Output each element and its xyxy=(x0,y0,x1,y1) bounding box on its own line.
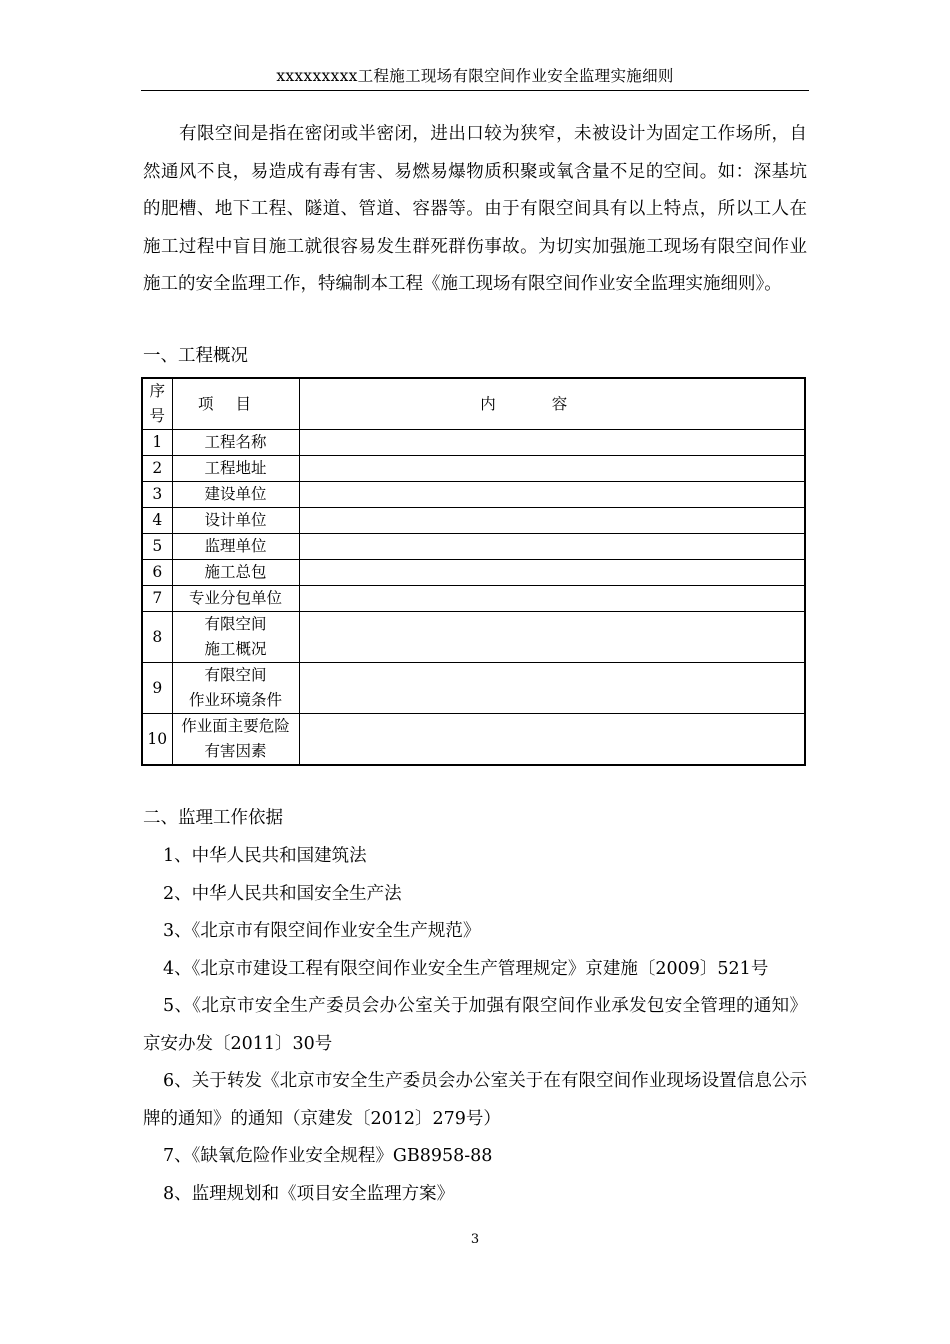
header-content: 内容 xyxy=(299,378,805,430)
row-item xyxy=(172,663,299,714)
list-item: 2、中华人民共和国安全生产法 xyxy=(163,883,402,904)
row-item-line2: 作业环境条件 xyxy=(188,691,282,709)
table-row xyxy=(142,534,805,560)
row-item-line2: 有害因素 xyxy=(204,742,267,760)
table-row xyxy=(142,714,805,766)
row-content[interactable] xyxy=(299,430,805,456)
row-content[interactable] xyxy=(299,560,805,586)
row-content[interactable] xyxy=(299,714,805,766)
row-item xyxy=(172,612,299,663)
list-item: 7、《缺氧危险作业安全规程》GB8958-88 xyxy=(163,1146,493,1166)
list-item: 6、关于转发《北京市安全生产委员会办公室关于在有限空间作业现场设置信息公示牌的通知》的通知（京建发〔2012〕279号） xyxy=(143,1071,807,1129)
row-no: 1 xyxy=(142,430,172,456)
list-item: 8、监理规划和《项目安全监理方案》 xyxy=(163,1183,455,1204)
page-header: xxxxxxxxx工程施工现场有限空间作业安全监理实施细则 xyxy=(276,67,674,85)
section-title-overview: 一、工程概况 xyxy=(143,346,248,366)
table-row xyxy=(142,508,805,534)
header-rule xyxy=(141,90,809,91)
row-no: 8 xyxy=(142,612,172,663)
row-item-line1: 有限空间 xyxy=(204,666,267,684)
row-content[interactable] xyxy=(299,534,805,560)
table-row xyxy=(142,663,805,714)
row-no: 2 xyxy=(142,456,172,482)
header-no-line2: 号 xyxy=(149,407,165,425)
list-item: 4、《北京市建设工程有限空间作业安全生产管理规定》京建施〔2009〕521号 xyxy=(163,958,769,979)
list-item: 5、《北京市安全生产委员会办公室关于加强有限空间作业承发包安全管理的通知》京安办发〔2011〕30号 xyxy=(143,996,807,1054)
row-item-line1: 有限空间 xyxy=(204,615,267,633)
row-item: 工程地址 xyxy=(172,456,299,482)
row-no: 5 xyxy=(142,534,172,560)
list-item: 3、《北京市有限空间作业安全生产规范》 xyxy=(163,921,481,941)
header-no-line1: 序 xyxy=(149,382,165,400)
page-number: 3 xyxy=(470,1232,480,1247)
row-content[interactable] xyxy=(299,508,805,534)
row-no: 9 xyxy=(142,663,172,714)
row-item: 建设单位 xyxy=(172,482,299,508)
row-item: 专业分包单位 xyxy=(172,586,299,612)
row-item: 设计单位 xyxy=(172,508,299,534)
row-item: 施工总包 xyxy=(172,560,299,586)
list-item: 1、中华人民共和国建筑法 xyxy=(163,846,367,866)
row-no: 6 xyxy=(142,560,172,586)
header-item: 项目 xyxy=(172,378,299,430)
row-item-line1: 作业面主要危险 xyxy=(181,717,290,735)
row-no: 10 xyxy=(142,714,172,766)
row-no: 7 xyxy=(142,586,172,612)
table-row xyxy=(142,586,805,612)
row-item-line2: 施工概况 xyxy=(204,640,267,658)
header-no xyxy=(142,378,172,430)
table-row xyxy=(142,456,805,482)
table-row xyxy=(142,482,805,508)
table-row xyxy=(142,560,805,586)
row-no: 3 xyxy=(142,482,172,508)
table-header-row xyxy=(142,378,805,430)
row-content[interactable] xyxy=(299,482,805,508)
row-content[interactable] xyxy=(299,612,805,663)
table-row xyxy=(142,430,805,456)
row-item: 工程名称 xyxy=(172,430,299,456)
table-row xyxy=(142,612,805,663)
row-content[interactable] xyxy=(299,663,805,714)
row-content[interactable] xyxy=(299,586,805,612)
basis-list xyxy=(143,838,807,1213)
section-title-basis: 二、监理工作依据 xyxy=(143,808,283,828)
project-overview-table xyxy=(141,377,806,766)
row-no: 4 xyxy=(142,508,172,534)
row-item: 监理单位 xyxy=(172,534,299,560)
row-item xyxy=(172,714,299,766)
row-content[interactable] xyxy=(299,456,805,482)
intro-paragraph: 有限空间是指在密闭或半密闭，进出口较为狭窄，未被设计为固定工作场所，自然通风不良，易造成有毒有害、易燃易爆物质积聚或氧含量不足的空间。如：深基坑的肥槽、地下工程、隧道、管道、容器等。由于有限空间具有以上特点，所以工人在施工过程中盲目施工就很容易发生群死群伤事故。为切实加强施工现场有限空间作业施工的安全监理工作，特编制本工程《施工现场有限空间作业安全监理实施细则》。 xyxy=(143,124,807,294)
